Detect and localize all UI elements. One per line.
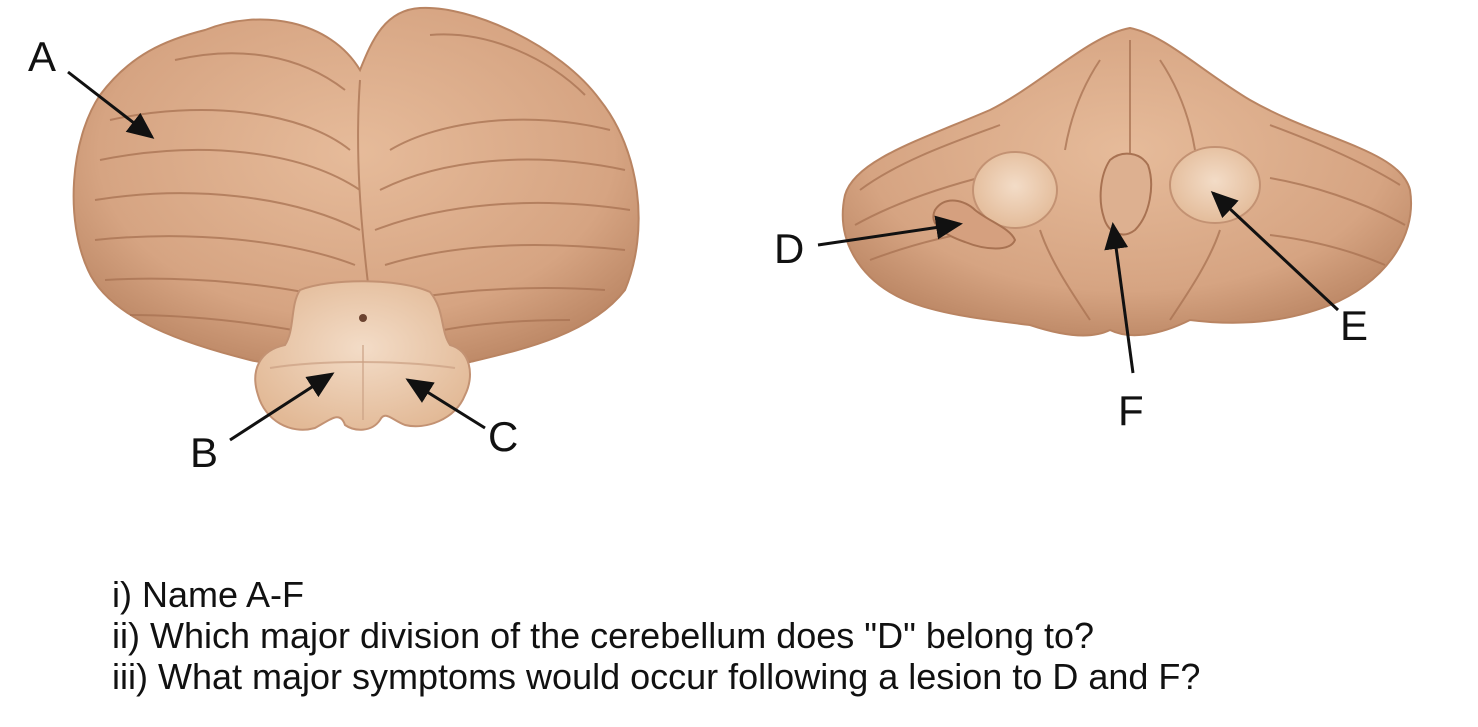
label-d: D xyxy=(774,225,805,272)
right-cerebellum-specimen xyxy=(843,28,1411,335)
label-f: F xyxy=(1118,387,1144,434)
question-3: iii) What major symptoms would occur following a lesion to D and F? xyxy=(112,656,1201,697)
label-a: A xyxy=(28,33,57,80)
cerebral-aqueduct xyxy=(359,314,367,322)
question-2: ii) Which major division of the cerebellum does "D" belong to? xyxy=(112,615,1095,656)
label-b: B xyxy=(190,429,219,476)
label-e: E xyxy=(1340,302,1369,349)
question-list xyxy=(112,574,1200,697)
label-c: C xyxy=(488,413,519,460)
question-1: i) Name A-F xyxy=(112,574,305,615)
left-cerebellum-specimen xyxy=(74,8,639,430)
right-peduncle-cut-surface xyxy=(1170,147,1260,223)
